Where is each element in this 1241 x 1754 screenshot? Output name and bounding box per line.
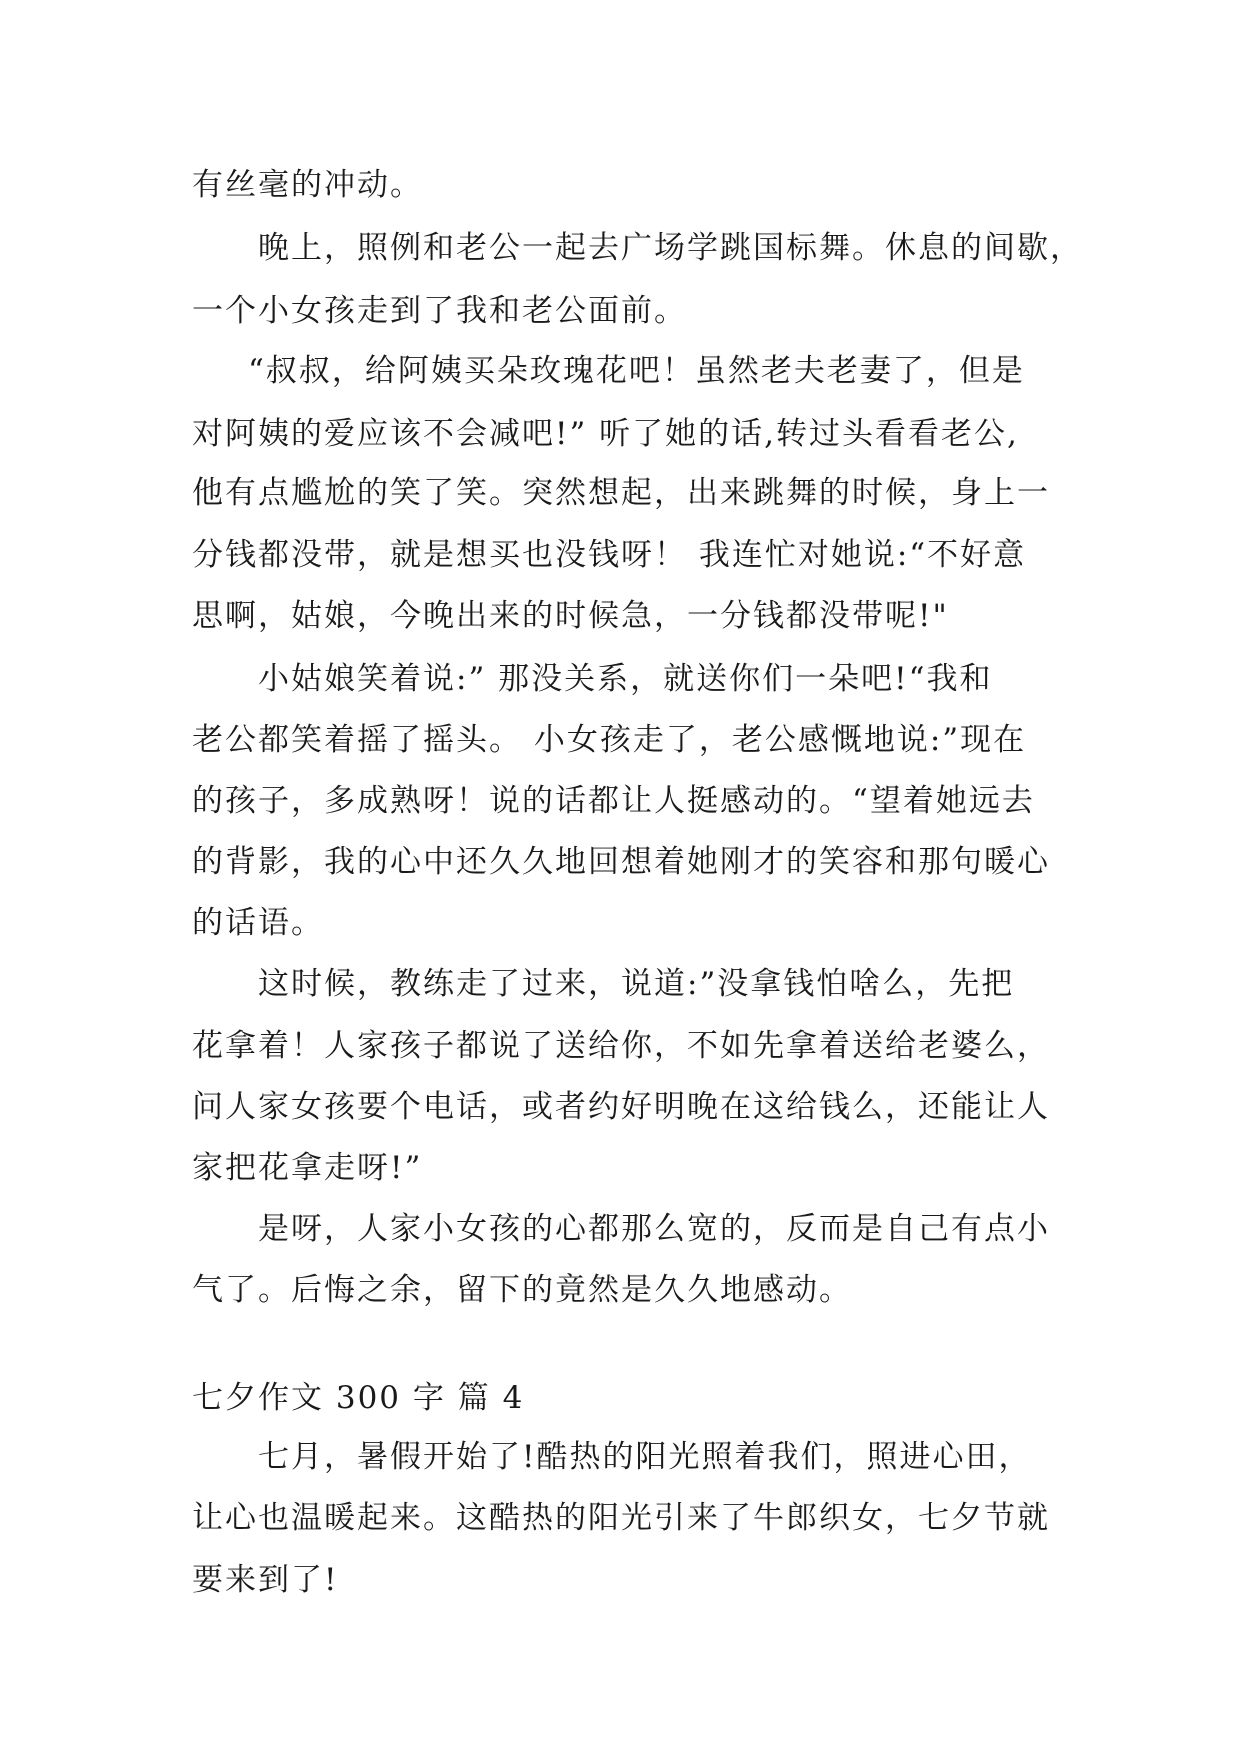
- text-line: 花拿着！人家孩子都说了送给你，不如先拿着送给老婆么，: [192, 1028, 1050, 1064]
- text-line: 对阿姨的爱应该不会减吧!” 听了她的话,转过头看看老公,: [192, 416, 1019, 452]
- text-line: 是呀，人家小女孩的心都那么宽的，反而是自己有点小: [258, 1211, 1050, 1247]
- text-line: 的背影，我的心中还久久地回想着她刚才的笑容和那句暖心: [192, 844, 1050, 880]
- text-line: “叔叔，给阿姨买朵玫瑰花吧！虽然老夫老妻了，但是: [248, 353, 1025, 389]
- text-line: 问人家女孩要个电话，或者约好明晚在这给钱么，还能让人: [192, 1089, 1050, 1125]
- text-line: 气了。后悔之余，留下的竟然是久久地感动。: [192, 1272, 852, 1308]
- text-line: 有丝毫的冲动。: [192, 167, 423, 203]
- text-line: 小姑娘笑着说:” 那没关系，就送你们一朵吧!“我和: [258, 661, 993, 697]
- text-line: 家把花拿走呀!”: [192, 1150, 423, 1186]
- text-line: 思啊，姑娘，今晚出来的时候急，一分钱都没带呢!": [192, 598, 949, 634]
- text-line: 让心也温暖起来。这酷热的阳光引来了牛郎织女，七夕节就: [192, 1500, 1050, 1536]
- text-line: 七月，暑假开始了!酷热的阳光照着我们，照进心田，: [258, 1439, 1032, 1475]
- text-line: 分钱都没带，就是想买也没钱呀！ 我连忙对她说:“不好意: [192, 537, 1027, 573]
- text-line: 要来到了!: [192, 1562, 339, 1598]
- text-line: 老公都笑着摇了摇头。 小女孩走了，老公感慨地说:”现在: [192, 722, 1027, 758]
- text-line: 晚上，照例和老公一起去广场学跳国标舞。休息的间歇，: [258, 230, 1083, 266]
- text-line: 这时候，教练走了过来，说道:”没拿钱怕啥么，先把: [258, 966, 1015, 1002]
- section-heading: 七夕作文 300 字 篇 4: [192, 1380, 525, 1416]
- text-line: 一个小女孩走到了我和老公面前。: [192, 293, 687, 329]
- text-line: 的孩子，多成熟呀！说的话都让人挺感动的。“望着她远去: [192, 783, 1035, 819]
- text-line: 他有点尴尬的笑了笑。突然想起，出来跳舞的时候，身上一: [192, 475, 1050, 511]
- text-line: 的话语。: [192, 905, 324, 941]
